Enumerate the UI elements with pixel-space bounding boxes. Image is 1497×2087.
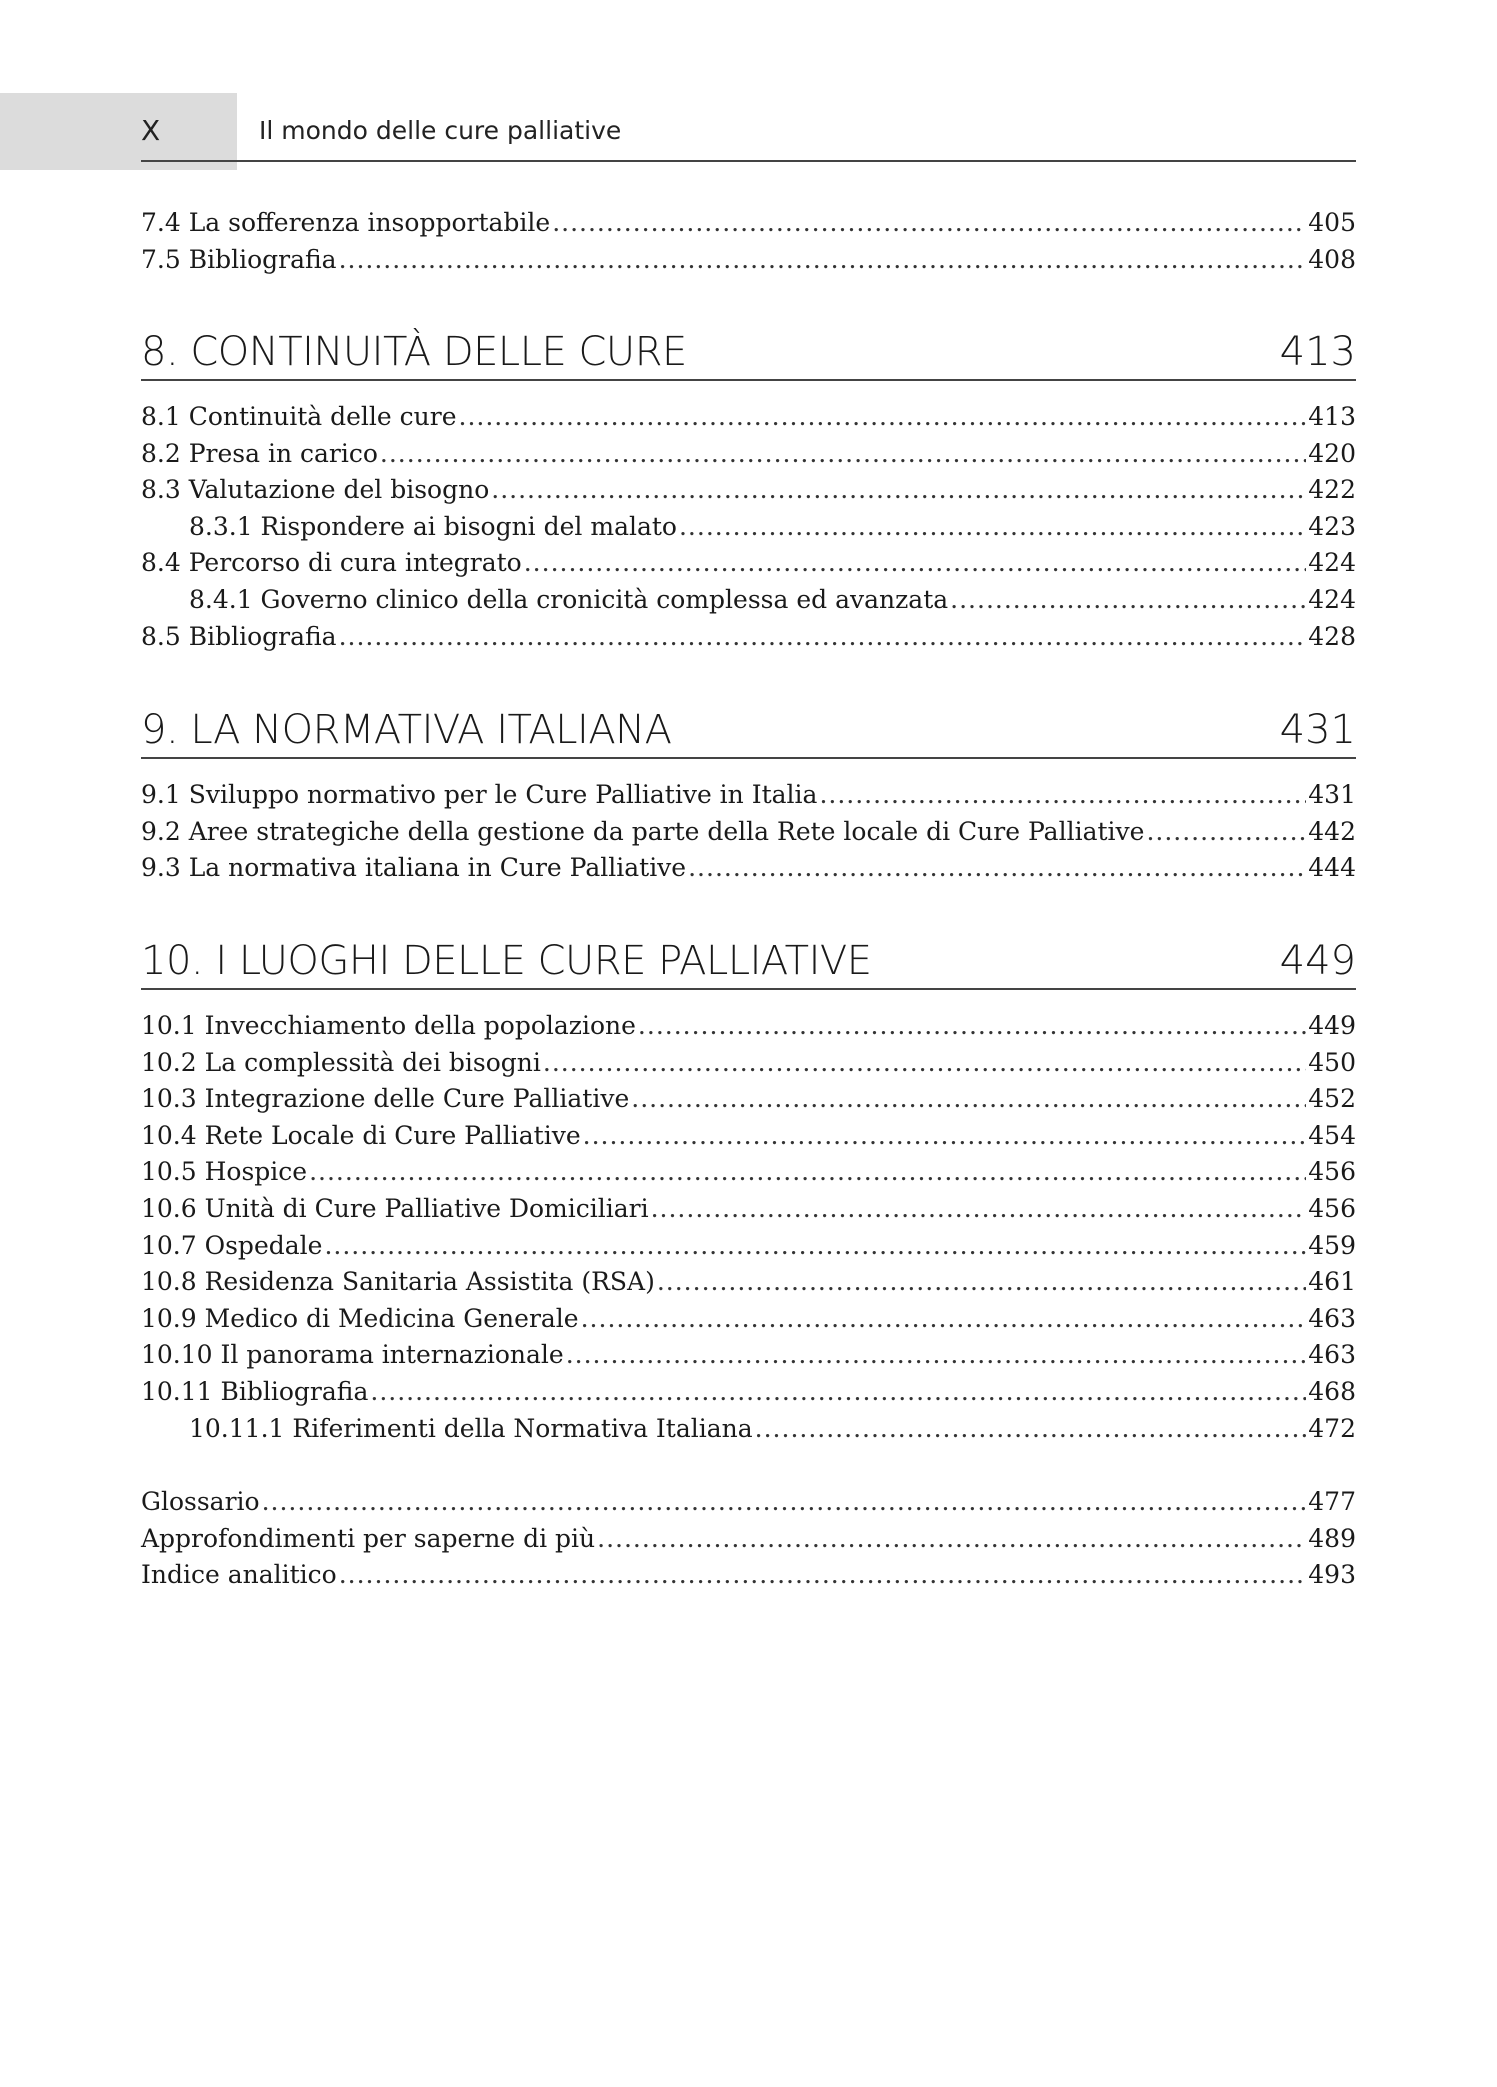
toc-list <box>141 205 1356 278</box>
dot-leader <box>679 509 1306 546</box>
dot-leader <box>324 1228 1306 1265</box>
toc-entry-title: 10.4 Rete Locale di Cure Palliative <box>141 1120 581 1150</box>
toc-entry-page: 442 <box>1308 816 1356 846</box>
toc-entry-title: Glossario <box>141 1487 260 1516</box>
dot-leader <box>651 1191 1307 1228</box>
toc-list <box>141 1008 1356 1447</box>
chapter-heading-8[interactable] <box>141 325 1356 381</box>
toc-entry[interactable] <box>141 1484 1356 1521</box>
chapter-heading-10[interactable] <box>141 934 1356 990</box>
toc-list <box>141 1484 1356 1594</box>
dot-leader <box>552 205 1306 242</box>
toc-entry[interactable] <box>141 1228 1356 1265</box>
toc-entry[interactable] <box>141 545 1356 582</box>
toc-entry-title: 7.5 Bibliografia <box>141 244 337 274</box>
toc-entry-page: 413 <box>1308 402 1356 431</box>
toc-entry-title: Indice analitico <box>141 1560 337 1590</box>
toc-entry[interactable] <box>141 205 1356 242</box>
toc-entry-page: 472 <box>1308 1413 1356 1443</box>
toc-entry-title: 8.4.1 Governo clinico della cronicità complessa ed avanzata <box>189 584 949 614</box>
dot-leader <box>339 242 1307 279</box>
dot-leader <box>339 619 1307 656</box>
chapter-title: 9. LA NORMATIVA ITALIANA <box>141 707 672 753</box>
page-number: X <box>141 114 161 147</box>
toc-entry-page: 454 <box>1308 1120 1356 1150</box>
toc-entry[interactable] <box>141 777 1356 814</box>
toc-entry-title: 10.1 Invecchiamento della popolazione <box>141 1011 636 1040</box>
toc-entry-page: 444 <box>1308 853 1356 883</box>
toc-entry[interactable] <box>141 1081 1356 1118</box>
toc-entry-page: 489 <box>1308 1523 1356 1553</box>
toc-list <box>141 777 1356 887</box>
toc-entry[interactable] <box>141 1008 1356 1045</box>
toc-entry-page: 405 <box>1308 208 1356 237</box>
dot-leader <box>491 472 1306 509</box>
chapter-title: 8. CONTINUITÀ DELLE CURE <box>141 329 687 375</box>
toc-entry-title: 10.2 La complessità dei bisogni <box>141 1047 541 1077</box>
toc-entry[interactable] <box>141 399 1356 436</box>
toc-entry-page: 463 <box>1308 1303 1356 1333</box>
page-header <box>141 110 1356 162</box>
toc-entry[interactable] <box>141 1045 1356 1082</box>
toc-entry-title: 10.8 Residenza Sanitaria Assistita (RSA) <box>141 1267 655 1297</box>
dot-leader <box>566 1337 1307 1374</box>
toc-entry[interactable] <box>141 472 1356 509</box>
toc-entry-page: 452 <box>1308 1084 1356 1114</box>
toc-entry-title: 9.3 La normativa italiana in Cure Palliative <box>141 853 687 883</box>
dot-leader <box>597 1521 1306 1558</box>
toc-entry-page: 468 <box>1308 1376 1356 1406</box>
toc-entry[interactable] <box>141 1411 1356 1448</box>
toc-list <box>141 399 1356 655</box>
toc-entry-title: 10.11 Bibliografia <box>141 1376 369 1406</box>
toc-entry-title: 8.4 Percorso di cura integrato <box>141 548 522 578</box>
toc-entry-page: 477 <box>1308 1487 1356 1516</box>
dot-leader <box>755 1411 1307 1448</box>
toc-entry-page: 459 <box>1308 1230 1356 1260</box>
toc-entry[interactable] <box>141 1337 1356 1374</box>
toc-entry-title: Approfondimenti per saperne di più <box>141 1523 596 1553</box>
toc-entry-title: 10.5 Hospice <box>141 1157 308 1187</box>
toc-entry-page: 428 <box>1308 621 1356 651</box>
dot-leader <box>657 1264 1306 1301</box>
toc-entry-page: 424 <box>1308 584 1356 614</box>
running-title: Il mondo delle cure palliative <box>259 116 622 145</box>
toc-entry-page: 420 <box>1308 438 1356 468</box>
dot-leader <box>262 1484 1307 1521</box>
toc-entry[interactable] <box>141 1374 1356 1411</box>
chapter-page: 431 <box>1279 707 1356 753</box>
dot-leader <box>339 1557 1307 1594</box>
dot-leader <box>370 1374 1306 1411</box>
toc-entry[interactable] <box>141 619 1356 656</box>
dot-leader <box>524 545 1307 582</box>
toc-entry-title: 10.11.1 Riferimenti della Normativa Italiana <box>189 1413 753 1443</box>
toc-entry[interactable] <box>141 242 1356 279</box>
toc-entry-page: 423 <box>1308 511 1356 541</box>
toc-entry[interactable] <box>141 509 1356 546</box>
toc-entry[interactable] <box>141 1301 1356 1338</box>
dot-leader <box>638 1008 1306 1045</box>
toc-entry-title: 9.2 Aree strategiche della gestione da parte della Rete locale di Cure Palliative <box>141 816 1145 846</box>
toc-entry[interactable] <box>141 814 1356 851</box>
toc-entry[interactable] <box>141 1154 1356 1191</box>
toc-entry-page: 449 <box>1308 1011 1356 1040</box>
toc-entry-title: 9.1 Sviluppo normativo per le Cure Palliative in Italia <box>141 780 818 809</box>
chapter-page: 413 <box>1279 329 1356 375</box>
dot-leader <box>543 1045 1306 1082</box>
toc-entry-title: 8.1 Continuità delle cure <box>141 402 457 431</box>
toc-entry[interactable] <box>141 1521 1356 1558</box>
toc-entry-title: 8.3.1 Rispondere ai bisogni del malato <box>189 511 677 541</box>
toc-entry[interactable] <box>141 1557 1356 1594</box>
dot-leader <box>581 1301 1307 1338</box>
toc-entry-page: 431 <box>1308 780 1356 809</box>
toc-entry-title: 10.6 Unità di Cure Palliative Domiciliari <box>141 1193 649 1223</box>
toc-entry-title: 10.7 Ospedale <box>141 1230 323 1260</box>
toc-entry-page: 424 <box>1308 548 1356 578</box>
toc-entry[interactable] <box>141 850 1356 887</box>
toc-entry-page: 456 <box>1308 1157 1356 1187</box>
dot-leader <box>688 850 1306 887</box>
toc-entry-page: 461 <box>1308 1267 1356 1297</box>
dot-leader <box>631 1081 1306 1118</box>
toc-entry-title: 8.2 Presa in carico <box>141 438 378 468</box>
dot-leader <box>819 777 1306 814</box>
toc-entry-page: 456 <box>1308 1193 1356 1223</box>
toc-entry-title: 8.3 Valutazione del bisogno <box>141 475 490 505</box>
toc-entry-title: 10.9 Medico di Medicina Generale <box>141 1303 579 1333</box>
toc-entry-title: 10.3 Integrazione delle Cure Palliative <box>141 1084 630 1114</box>
toc-entry-page: 408 <box>1308 244 1356 274</box>
toc-entry[interactable] <box>141 582 1356 619</box>
toc-entry[interactable] <box>141 1118 1356 1155</box>
dot-leader <box>309 1154 1306 1191</box>
toc-entry-title: 8.5 Bibliografia <box>141 621 337 651</box>
toc-entry-page: 450 <box>1308 1047 1356 1077</box>
dot-leader <box>459 399 1307 436</box>
toc-entry-title: 10.10 Il panorama internazionale <box>141 1340 564 1370</box>
dot-leader <box>1146 814 1306 851</box>
toc-entry[interactable] <box>141 1191 1356 1228</box>
toc-entry[interactable] <box>141 1264 1356 1301</box>
toc-entry-title: 7.4 La sofferenza insopportabile <box>141 208 551 237</box>
toc-entry-page: 422 <box>1308 475 1356 505</box>
toc-entry-page: 493 <box>1308 1560 1356 1590</box>
toc-entry-page: 463 <box>1308 1340 1356 1370</box>
toc-entry[interactable] <box>141 436 1356 473</box>
dot-leader <box>380 436 1306 473</box>
chapter-page: 449 <box>1279 938 1356 984</box>
chapter-heading-9[interactable] <box>141 703 1356 759</box>
dot-leader <box>583 1118 1307 1155</box>
chapter-title: 10. I LUOGHI DELLE CURE PALLIATIVE <box>141 938 872 984</box>
dot-leader <box>950 582 1306 619</box>
